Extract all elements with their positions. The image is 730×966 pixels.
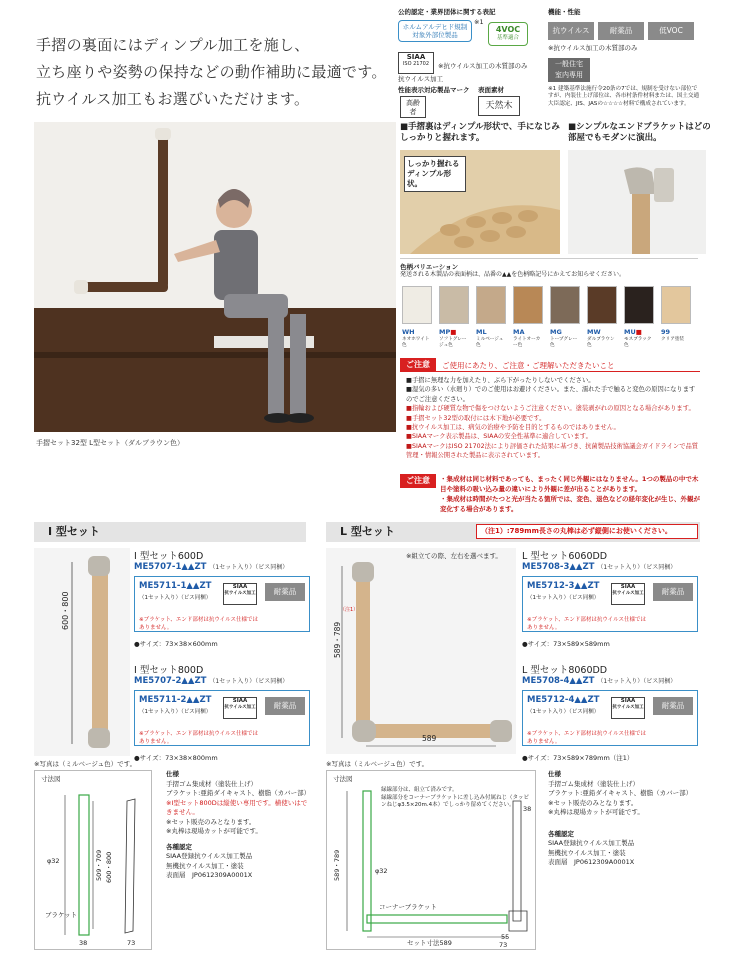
caution-head2-badge: ご注意	[400, 474, 436, 488]
i-prod2-code	[134, 676, 288, 686]
l-photo-note: ※写真は（ミルベージュ色）です。	[326, 760, 429, 768]
siaa-mark	[398, 52, 434, 74]
drawing-d32: φ32	[375, 867, 388, 875]
caution-list2	[440, 474, 702, 514]
swatch-mw	[587, 286, 617, 324]
cert-line: 無機抗ウイルス加工・塗装	[166, 861, 244, 870]
color-name: ソフトグレージュ色	[439, 337, 467, 349]
siaa-mark	[223, 583, 257, 605]
drawing-w: セット寸法589	[407, 939, 452, 947]
voc-badge	[488, 22, 528, 46]
caution-line: ■SIAAマークはISO 21702法により評価された結果に基づき、抗菌製品技術協議会ガイドラインで品質管理・情報公開された製品に表示されています。	[406, 442, 699, 460]
asterisk-note: ※1	[474, 18, 484, 26]
func-note: ※抗ウイルス加工の木質部のみ	[548, 44, 638, 52]
spec-red: ※I型セット800Dは縦使い専用です。横使いはできません。	[166, 798, 308, 816]
color-label-ml	[476, 328, 506, 348]
drawing-w73: 73	[127, 939, 136, 947]
i-photo-note: ※写真は（ミルベージュ色）です。	[34, 760, 137, 768]
color-label-ma	[513, 328, 543, 348]
code-text: ME5707-1▲▲ZT	[134, 562, 207, 572]
drawing-d73: 73	[499, 941, 508, 949]
swatch-wh	[402, 286, 432, 324]
color-code: ML	[476, 328, 487, 336]
code-sub: （1セット入り）（ビス同梱）	[597, 564, 677, 571]
caution-title: ご使用にあたり、ご注意・ご理解いただきたいこと	[442, 361, 615, 370]
i-prod2-size: ●サイズ：73×38×800mm	[134, 754, 218, 762]
alt-code: ME5712-3▲▲ZT	[527, 581, 600, 591]
formaldehyde-badge: ホルムアルデヒド規制対象外部位製品	[398, 20, 472, 42]
siaa-sub: 抗ウイルス加工	[224, 591, 256, 596]
photo-caption: 手摺セット32型 L型セット（ダルブラウン色）	[36, 439, 185, 447]
spec-line: ※セット販売のみとなります。	[166, 817, 256, 826]
caution-line: ■手摺に無理な力を加えたり、ぶら下がったりしないでください。	[406, 377, 595, 384]
i-prod1-size: ●サイズ：73×38×600mm	[134, 640, 218, 648]
end-bracket-illustration	[568, 150, 706, 254]
voc-big: 4VOC	[495, 25, 521, 34]
color-name: トープグレー色	[550, 337, 578, 349]
siaa-label: SIAA	[232, 584, 248, 590]
caution2-line: ・集成材は時間がたつと光が当たる箇所では、変色、退色などの経年変化が生じ、外観が変化する場合があります。	[440, 495, 700, 513]
spec-line: ※セット販売のみとなります。	[548, 798, 638, 807]
caution2-line: ・集成材は同じ材料であっても、まったく同じ外観にはなりません。1つの製品の中で木目や塗料の吸い込み量の違いにより外観に差が出ることがあります。	[440, 475, 699, 493]
drawing-h2: 600・800	[105, 851, 113, 883]
cert-line: SIAA登録抗ウイルス加工製品	[166, 852, 253, 860]
i-set-photo	[34, 548, 130, 756]
alt-code: ME5711-1▲▲ZT	[139, 581, 212, 591]
code-text: ME5708-4▲▲ZT	[522, 676, 595, 686]
color-code: WH	[402, 328, 415, 336]
color-name: ダルブラウン色	[587, 337, 615, 349]
voc-small: 基準適合	[496, 35, 519, 41]
func-tag-chemical: 耐薬品	[598, 22, 644, 40]
color-code: MU	[624, 328, 636, 336]
color-tag: ■	[635, 328, 642, 336]
color-name: クリア塗装	[661, 337, 684, 343]
siaa-mark	[223, 697, 257, 719]
color-name: モスブラック色	[624, 337, 652, 349]
caution-line: ■指輪および硬質な物で傷をつけないようご注意ください。塗装剥がれの原因となる場合があります。	[406, 405, 695, 413]
drawing-title: 寸法図	[41, 775, 61, 783]
cert-title: 各種認定	[548, 829, 574, 838]
code-text: ME5708-3▲▲ZT	[522, 562, 595, 572]
cert-line: 無機抗ウイルス加工・塗装	[548, 848, 626, 857]
feature-dimple-title: ■手摺裏はディンプル形状で、手になじみしっかりと握れます。	[400, 122, 560, 144]
chemical-badge: 耐薬品	[265, 583, 305, 601]
i-set-header: I 型セット	[34, 522, 306, 542]
i-prod1-box	[134, 576, 310, 632]
alt-sub: （1セット入り）（ビス同梱）	[527, 709, 600, 715]
color-code: MW	[587, 328, 601, 336]
color-label-row	[402, 328, 691, 348]
combo-note: ※組立ての際、左右を選べます。	[406, 552, 502, 560]
color-label-mu	[624, 328, 654, 348]
color-label-mp	[439, 328, 469, 348]
housing-line1: 一般住宅	[555, 60, 583, 68]
spec-line: ※丸棒は現場カットが可能です。	[548, 808, 644, 816]
i-dim-label: 600・800	[61, 591, 70, 630]
color-tag: ■	[450, 328, 457, 336]
func-tag-antivirus: 抗ウイルス	[548, 22, 594, 40]
alt-note: ※ブラケット、エンド部材は抗ウイルス仕様ではありません。	[527, 731, 647, 745]
i-prod1-code	[134, 562, 288, 572]
l-rail-illustration	[326, 548, 516, 754]
dimple-photo	[400, 150, 560, 254]
cert-title: 各種認定	[166, 842, 192, 851]
caution-head-badge: ご注意	[400, 358, 436, 372]
color-code: MG	[550, 328, 562, 336]
feature-bracket-title: ■シンプルなエンドブラケットはどの部屋でもモダンに演出。	[568, 122, 711, 144]
housing-line2: 室内専用	[555, 71, 583, 79]
swatch-99	[661, 286, 691, 324]
siaa-note: ※抗ウイルス加工の木質部のみ	[438, 62, 528, 70]
color-heading: 色柄バリエーション	[400, 263, 459, 271]
handrail-scene-illustration	[34, 122, 396, 432]
color-name: ネオホワイト色	[402, 337, 430, 349]
color-label-mg	[550, 328, 580, 348]
l-dim-note: （注1）	[340, 607, 359, 613]
spec-line: 手摺ゴム集成材（塗装仕上げ）	[548, 779, 639, 788]
chemical-badge: 耐薬品	[265, 697, 305, 715]
swatch-ml	[476, 286, 506, 324]
i-rail-illustration	[34, 548, 130, 756]
func-heading: 機能・性能	[548, 8, 581, 16]
cert-line: SIAA登録抗ウイルス加工製品	[548, 839, 635, 847]
hero-text	[36, 32, 387, 113]
swatch-mg	[550, 286, 580, 324]
color-code: MA	[513, 328, 525, 336]
spec-title: 仕様	[548, 770, 561, 778]
cert-line: 表面層 JP0612309A0001X	[548, 858, 635, 866]
material-badge: 天然木	[478, 96, 520, 116]
color-label-mw	[587, 328, 617, 348]
hero-line: 立ち座りや姿勢の保持などの動作補助に最適です。	[36, 63, 387, 81]
alt-note: ※ブラケット、エンド部材は抗ウイルス仕様ではありません。	[527, 617, 647, 631]
code-sub: （1セット入り）（ビス同梱）	[209, 678, 289, 685]
l-prod1-size: ●サイズ：73×589×589mm	[522, 640, 610, 648]
bracket-photo	[568, 150, 706, 254]
code-text: ME5707-2▲▲ZT	[134, 676, 207, 686]
l-dim-h: 589	[422, 734, 437, 743]
spec-line: 手摺ゴム集成材（塗装仕上げ）	[166, 779, 257, 788]
siaa-label: SIAA	[406, 53, 426, 61]
siaa-label: SIAA	[232, 698, 248, 704]
main-photo	[34, 122, 396, 432]
l-drawing	[326, 770, 536, 950]
l-prod1-box	[522, 576, 698, 632]
l-spec	[548, 770, 700, 868]
code-sub: （1セット入り）（ビス同梱）	[209, 564, 289, 571]
chemical-badge: 耐薬品	[653, 697, 693, 715]
func-tag-lowvoc: 低VOC	[648, 22, 694, 40]
cert-footnote: ※1 建築基準法施行令20条の7では、規制を受けない部位ですが、内装仕上げ部位は、各市村条件材料または、国土交通大臣認定、JIS、JASの☆☆☆☆材料で構成されています。	[548, 86, 700, 107]
cert-heading: 公的認定・業界団体に関する表記	[398, 8, 496, 16]
alt-sub: （1セット入り）（ビス同梱）	[139, 709, 212, 715]
siaa-sub: 抗ウイルス加工	[612, 591, 644, 596]
drawing-h: 589・789	[333, 849, 341, 881]
l-set-banner: （注1）:789mm長さの丸棒は必ず縦側にお使いください。	[476, 524, 698, 539]
chemical-badge: 耐薬品	[653, 583, 693, 601]
l-drawing-svg	[327, 771, 537, 951]
color-name: ミルベージュ色	[476, 337, 504, 349]
alt-sub: （1セット入り）（ビス同梱）	[527, 595, 600, 601]
code-sub: （1セット入り）（ビス同梱）	[597, 678, 677, 685]
l-prod2-size: ●サイズ：73×589×789mm（注1）	[522, 754, 634, 762]
siaa-iso: ISO 21702	[402, 61, 430, 67]
l-dim-v: 589・789	[333, 621, 342, 658]
l-set-photo	[326, 548, 516, 754]
alt-code: ME5712-4▲▲ZT	[527, 695, 600, 705]
drawing-d55: 55	[501, 933, 510, 941]
spec-title: 仕様	[166, 770, 179, 778]
siaa-sub: 抗ウイルス加工	[398, 75, 444, 83]
drawing-bracket: ブラケット	[45, 911, 78, 919]
l-prod1-code	[522, 562, 676, 572]
l-set-title: L 型セット	[340, 525, 395, 538]
i-prod2-title: I 型セット800D	[134, 665, 204, 676]
caution-header	[400, 358, 700, 372]
hero-line: 手摺の裏面にはディンプル加工を施し、	[36, 36, 310, 54]
color-note: 発送される木製品の表面柄は、品番の▲▲を色柄略記号にかえてお知らせください。	[400, 271, 626, 279]
caution-line: ■抗ウイルス加工は、病気の治療や予防を目的とするものではありません。	[406, 424, 620, 432]
i-spec	[166, 770, 312, 881]
swatch-ma	[513, 286, 543, 324]
alt-note: ※ブラケット、エンド部材は抗ウイルス仕様ではありません。	[139, 731, 259, 745]
caution-line: ■湿気の多い（水廻り）でのご使用はお避けください。また、濡れた手で触ると変色の原因になりますのでご注意ください。	[406, 386, 696, 403]
material-heading: 表面素材	[478, 86, 504, 94]
i-prod1-title: I 型セット600D	[134, 551, 204, 562]
swatch-mu	[624, 286, 654, 324]
siaa-mark	[611, 697, 645, 719]
siaa-mark	[611, 583, 645, 605]
aged-badge: 高齢者	[400, 96, 426, 118]
siaa-label: SIAA	[620, 698, 636, 704]
aged-heading: 性能表示対応製品マーク	[398, 86, 470, 94]
hero-line: 抗ウイルス加工もお選びいただけます。	[36, 90, 310, 108]
cert-line: 表面層 JP0612309A0001X	[166, 871, 253, 879]
spec-line: ブラケット:亜鉛ダイキャスト、樹脂（カバー部）	[166, 789, 311, 797]
caution-line: ■SIAAマーク表示製品は、SIAAの安全性基準に適合しています。	[406, 433, 592, 441]
drawing-w38: 38	[79, 939, 88, 947]
green-note: 緑線部分は、組立て済みです。 緑線部分をコーナーブラケットに差し込み付属ねじ（タッピンねじφ3.5×20m.4本）でしっかり留めてください。	[381, 787, 529, 808]
l-prod2-title: L 型セット8060DD	[522, 665, 608, 676]
alt-code: ME5711-2▲▲ZT	[139, 695, 212, 705]
housing-badge	[548, 58, 590, 82]
spec-line: ※丸棒は現場カットが可能です。	[166, 827, 262, 835]
drawing-d38: 38	[523, 805, 532, 813]
alt-sub: （1セット入り）（ビス同梱）	[139, 595, 212, 601]
l-prod2-box	[522, 690, 698, 746]
drawing-d32: φ32	[47, 857, 60, 865]
siaa-sub: 抗ウイルス加工	[612, 705, 644, 710]
drawing-corner: コーナーブラケット	[379, 903, 437, 911]
color-code: MP	[439, 328, 451, 336]
alt-note: ※ブラケット、エンド部材は抗ウイルス仕様ではありません。	[139, 617, 259, 631]
color-code: 99	[661, 328, 671, 336]
caution-list	[406, 376, 700, 461]
color-swatch-row	[402, 286, 691, 324]
spec-line: ブラケット:亜鉛ダイキャスト、樹脂（カバー部）	[548, 789, 693, 797]
drawing-title: 寸法図	[333, 775, 353, 783]
l-prod1-title: L 型セット6060DD	[522, 551, 608, 562]
drawing-h1: 509・709	[95, 849, 103, 881]
caution-line: ■手摺セット32型の取付には木下地が必要です。	[406, 414, 546, 422]
i-drawing	[34, 770, 152, 950]
color-name: ライトオーカー色	[513, 337, 541, 349]
siaa-sub: 抗ウイルス加工	[224, 705, 256, 710]
color-label-wh	[402, 328, 432, 348]
siaa-label: SIAA	[620, 584, 636, 590]
dimple-callout: しっかり握れるディンプル形状。	[404, 156, 466, 192]
l-prod2-code	[522, 676, 676, 686]
i-prod2-box	[134, 690, 310, 746]
swatch-mp	[439, 286, 469, 324]
color-label-99	[661, 328, 691, 348]
